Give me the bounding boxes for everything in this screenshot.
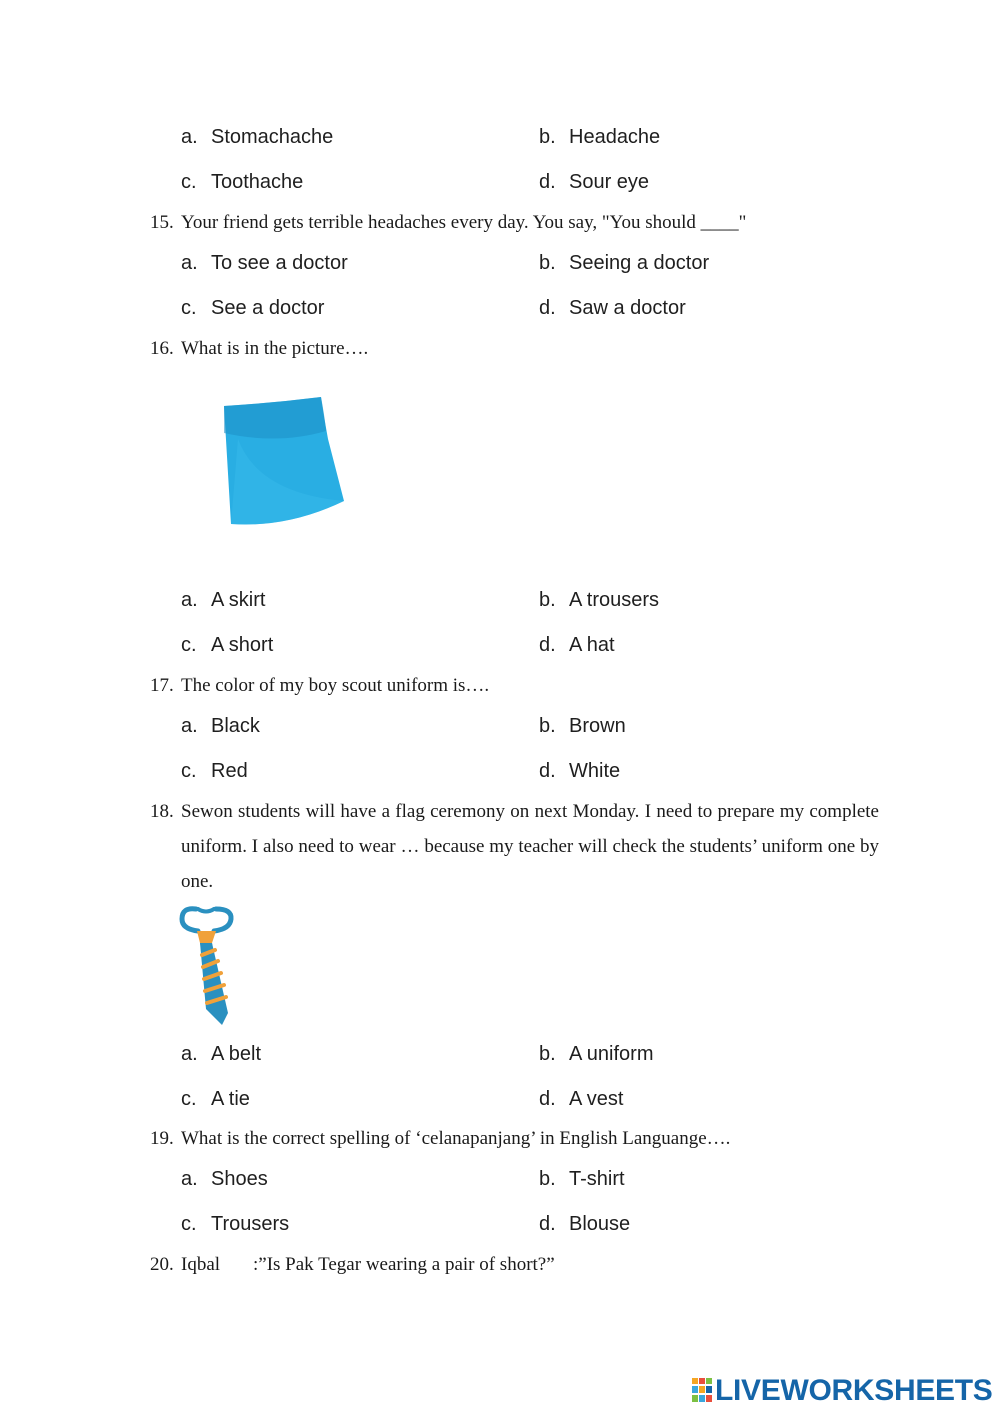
question-16 [150,334,368,364]
option-letter: d. [539,171,556,193]
q16-option-d[interactable] [539,630,615,660]
option-text: T-shirt [569,1168,625,1190]
question-number: 17. [150,675,174,696]
q19-option-a[interactable] [181,1164,268,1194]
question-20 [150,1250,555,1280]
question-text: The color of my boy scout uniform is…. [181,675,490,696]
option-text: A short [211,634,274,656]
q19-option-c[interactable] [181,1209,289,1239]
question-number: 15. [150,212,174,233]
q18-options-row-1 [0,1039,1000,1069]
option-text: Shoes [211,1168,268,1190]
option-text: Sour eye [569,171,650,193]
option-text: Black [211,715,260,737]
option-letter: c. [181,297,197,319]
q19-options-row-2 [0,1209,1000,1239]
liveworksheets-logo[interactable] [691,1373,991,1409]
q16-option-c[interactable] [181,630,273,660]
q15-options-row-1 [0,248,1000,278]
q15-option-b[interactable] [539,248,709,278]
q16-option-a[interactable] [181,585,265,615]
option-letter: d. [539,297,556,319]
q15-option-c[interactable] [181,293,324,323]
q18-option-c[interactable] [181,1084,250,1114]
liveworksheets-logo-icon [691,1377,713,1403]
option-letter: a. [181,1168,198,1190]
option-text: Blouse [569,1213,631,1235]
q17-option-d[interactable] [539,756,620,786]
option-letter: d. [539,1213,556,1235]
option-letter: a. [181,252,198,274]
option-text: Stomachache [211,126,334,148]
option-letter: b. [539,126,556,148]
option-letter: c. [181,1213,197,1235]
option-text: A uniform [569,1043,654,1065]
q17-options-row-1 [0,711,1000,741]
option-text: A trousers [569,589,660,611]
option-letter: d. [539,1088,556,1110]
question-number: 20. [150,1254,174,1275]
option-letter: b. [539,1168,556,1190]
question-18 [150,794,879,899]
option-letter: c. [181,1088,197,1110]
option-text: A tie [211,1088,250,1110]
option-text: See a doctor [211,297,325,319]
question-19 [150,1124,730,1154]
q16-option-b[interactable] [539,585,659,615]
option-text: Trousers [211,1213,290,1235]
question-text: Sewon students will have a flag ceremony on next Monday. I need to prepare my complete uniform. I also need to wear … because my teacher will check the students’ uniform one by one. [181,801,879,892]
question-number: 18. [150,801,174,822]
tie-icon [176,903,238,1029]
option-text: Brown [569,715,626,737]
question-text: Your friend gets terrible headaches every day. You say, "You should ____" [181,212,747,233]
option-text: Red [211,760,248,782]
option-text: A skirt [211,589,266,611]
option-letter: b. [539,1043,556,1065]
question-text: What is the correct spelling of ‘celanapanjang’ in English Languange…. [181,1128,731,1149]
q19-options-row-1 [0,1164,1000,1194]
q17-option-a[interactable] [181,711,260,741]
option-text: Seeing a doctor [569,252,710,274]
option-text: A belt [211,1043,262,1065]
q15-options-row-2 [0,293,1000,323]
option-text: Headache [569,126,661,148]
question-17 [150,671,489,701]
option-letter: b. [539,715,556,737]
option-text: To see a doctor [211,252,348,274]
option-letter: a. [181,715,198,737]
q18-option-b[interactable] [539,1039,653,1069]
option-letter: a. [181,126,198,148]
option-letter: b. [539,589,556,611]
q15-option-d[interactable] [539,293,686,323]
q17-options-row-2 [0,756,1000,786]
q14-option-a[interactable] [181,122,333,152]
question-text: What is in the picture…. [181,338,369,359]
option-letter: d. [539,634,556,656]
option-letter: c. [181,760,197,782]
q18-option-d[interactable] [539,1084,623,1114]
option-letter: c. [181,634,197,656]
blue-skirt-icon [218,393,350,529]
option-letter: b. [539,252,556,274]
q14-options-row-1 [0,122,1000,152]
speaker-name: Iqbal [181,1254,221,1275]
q19-option-d[interactable] [539,1209,630,1239]
option-letter: a. [181,1043,198,1065]
q14-option-b[interactable] [539,122,660,152]
q15-option-a[interactable] [181,248,348,278]
option-text: White [569,760,621,782]
option-text: A hat [569,634,615,656]
q18-options-row-2 [0,1084,1000,1114]
question-15 [150,208,746,238]
question-number: 19. [150,1128,174,1149]
q18-option-a[interactable] [181,1039,261,1069]
option-text: A vest [569,1088,624,1110]
q14-option-c[interactable] [181,167,303,197]
q16-options-row-2 [0,630,1000,660]
question-text: :”Is Pak Tegar wearing a pair of short?” [253,1254,555,1275]
q17-option-c[interactable] [181,756,248,786]
option-letter: c. [181,171,197,193]
option-text: Toothache [211,171,304,193]
q14-options-row-2 [0,167,1000,197]
option-letter: d. [539,760,556,782]
question-number: 16. [150,338,174,359]
option-text: Saw a doctor [569,297,686,319]
q16-options-row-1 [0,585,1000,615]
q14-option-d[interactable] [539,167,649,197]
q19-option-b[interactable] [539,1164,625,1194]
q17-option-b[interactable] [539,711,626,741]
option-letter: a. [181,589,198,611]
brand-name: LIVEWORKSHEETS [715,1374,993,1407]
